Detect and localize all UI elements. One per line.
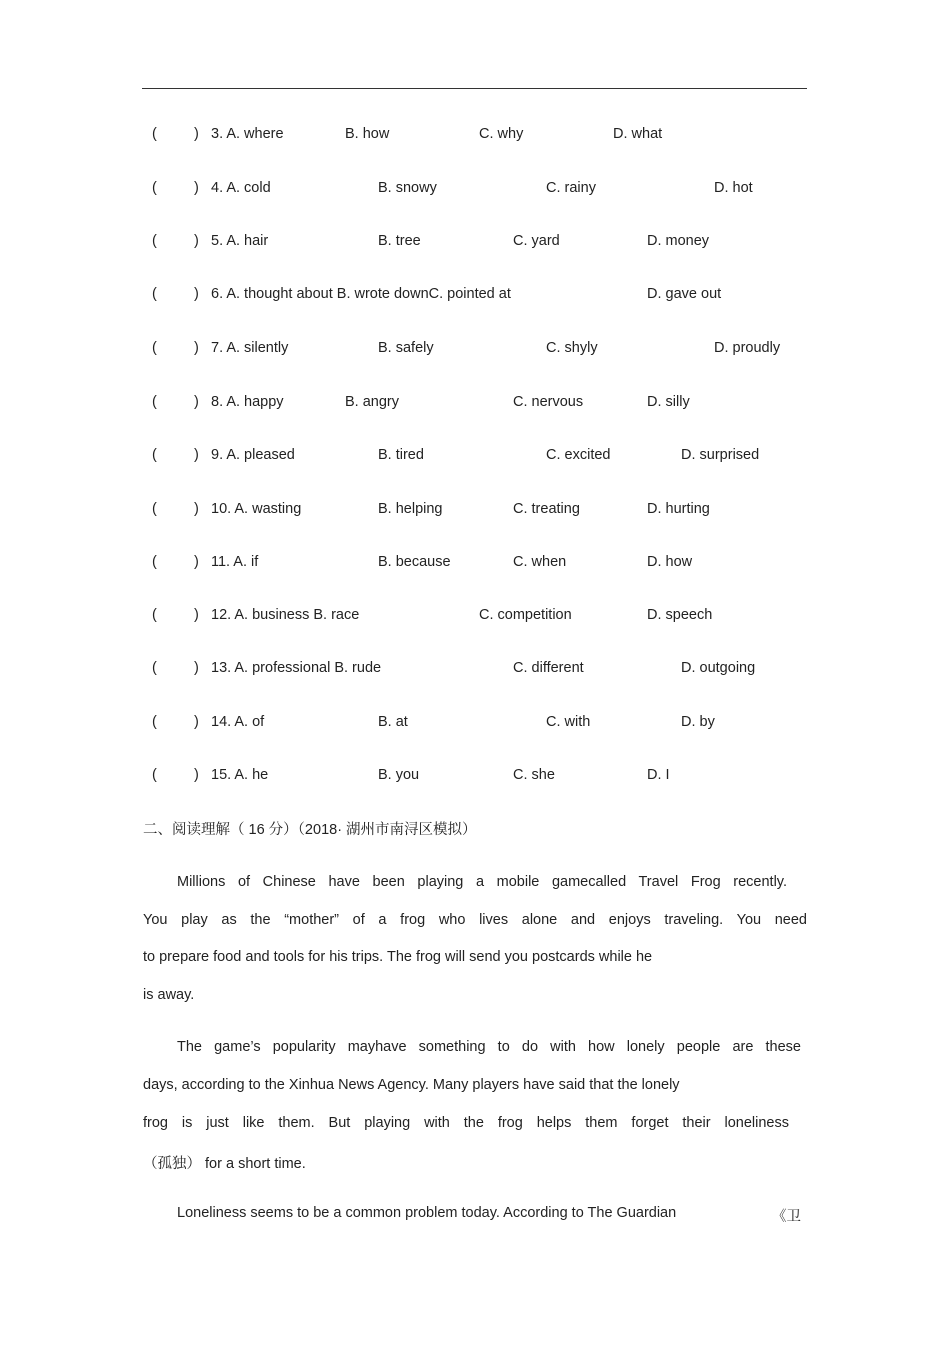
passage-line: frog is just like them. But playing with the frog helps them forget their loneliness: [143, 1115, 789, 1131]
answer-paren-close: ): [194, 714, 199, 730]
option-d: D. by: [681, 714, 715, 730]
option-d: D. outgoing: [681, 660, 756, 676]
question-row: [0, 126, 950, 148]
question-row: [0, 714, 950, 736]
answer-paren-close: ): [194, 554, 199, 570]
option-d: D. hurting: [647, 501, 710, 517]
question-row: [0, 554, 950, 576]
answer-paren-close: ): [194, 340, 199, 356]
question-number-option-a: 9. A. pleased: [211, 447, 295, 463]
question-number-option-a: 7. A. silently: [211, 340, 289, 356]
option-b: B. angry: [345, 394, 399, 410]
passage-line: Millions of Chinese have been playing a mobile gamecalled Travel Frog recently.: [177, 874, 787, 890]
answer-paren-open: (: [152, 767, 157, 783]
option-c: C. when: [513, 554, 567, 570]
passage-line: days, according to the Xinhua News Agency. Many players have said that the lonely: [143, 1077, 680, 1093]
option-d: D. surprised: [681, 447, 760, 463]
option-c: C. why: [479, 126, 524, 142]
answer-paren-open: (: [152, 180, 157, 196]
question-number-option-a: 10. A. wasting: [211, 501, 302, 517]
option-c: C. treating: [513, 501, 580, 517]
option-d: D. hot: [714, 180, 753, 196]
option-b: B. tree: [378, 233, 421, 249]
question-number-option-a: 8. A. happy: [211, 394, 284, 410]
option-c: C. shyly: [546, 340, 598, 356]
answer-paren-close: ): [194, 233, 199, 249]
answer-paren-open: (: [152, 714, 157, 730]
answer-paren-close: ): [194, 126, 199, 142]
answer-paren-open: (: [152, 233, 157, 249]
option-c: C. yard: [513, 233, 560, 249]
answer-paren-close: ): [194, 286, 199, 302]
answer-paren-close: ): [194, 501, 199, 517]
option-b: B. at: [378, 714, 408, 730]
option-d: D. proudly: [714, 340, 781, 356]
question-number-option-a: 4. A. cold: [211, 180, 271, 196]
option-d: D. gave out: [647, 286, 722, 302]
header-rule: [142, 88, 807, 89]
question-row: [0, 607, 950, 629]
answer-paren-close: ): [194, 660, 199, 676]
option-d: D. silly: [647, 394, 690, 410]
question-number-option-a: 15. A. he: [211, 767, 269, 783]
option-c: C. competition: [479, 607, 572, 623]
passage-line: （孤独） for a short time.: [143, 1156, 306, 1172]
question-row: [0, 447, 950, 469]
answer-paren-close: ): [194, 607, 199, 623]
option-c: C. with: [546, 714, 591, 730]
option-b: B. safely: [378, 340, 434, 356]
answer-paren-open: (: [152, 501, 157, 517]
question-row: [0, 340, 950, 362]
passage-line: to prepare food and tools for his trips. The frog will send you postcards while he: [143, 949, 653, 965]
option-c: C. rainy: [546, 180, 596, 196]
option-c: C. nervous: [513, 394, 584, 410]
question-number-option-a: 12. A. business B. race: [211, 607, 360, 623]
option-b: B. how: [345, 126, 390, 142]
question-row: [0, 180, 950, 202]
question-number-option-a: 11. A. if: [211, 554, 259, 570]
question-row: [0, 660, 950, 682]
answer-paren-close: ): [194, 767, 199, 783]
passage-line: Loneliness seems to be a common problem today. According to The Guardian: [177, 1205, 677, 1221]
option-b: B. you: [378, 767, 420, 783]
answer-paren-close: ): [194, 180, 199, 196]
question-row: [0, 233, 950, 255]
option-d: D. money: [647, 233, 710, 249]
question-row: [0, 394, 950, 416]
option-c: C. she: [513, 767, 555, 783]
answer-paren-open: (: [152, 660, 157, 676]
option-d: D. how: [647, 554, 693, 570]
question-row: [0, 501, 950, 523]
question-row: [0, 286, 950, 308]
answer-paren-open: (: [152, 286, 157, 302]
answer-paren-open: (: [152, 554, 157, 570]
passage-line-continuation: 《卫: [772, 1209, 801, 1225]
section-heading-reading: 二、阅读理解（ 16 分）（2018· 湖州市南浔区模拟）: [143, 822, 477, 838]
answer-paren-close: ): [194, 447, 199, 463]
option-d: D. speech: [647, 607, 713, 623]
option-c: C. different: [513, 660, 584, 676]
option-d: D. what: [613, 126, 663, 142]
answer-paren-open: (: [152, 340, 157, 356]
answer-paren-open: (: [152, 126, 157, 142]
question-row: [0, 767, 950, 789]
passage-line: The game’s popularity mayhave something to do with how lonely people are these: [177, 1039, 801, 1055]
option-b: B. snowy: [378, 180, 437, 196]
question-number-option-a: 5. A. hair: [211, 233, 269, 249]
question-number-option-a: 6. A. thought about B. wrote downC. pointed at: [211, 286, 511, 302]
option-b: B. tired: [378, 447, 424, 463]
answer-paren-close: ): [194, 394, 199, 410]
question-number-option-a: 3. A. where: [211, 126, 284, 142]
answer-paren-open: (: [152, 394, 157, 410]
option-d: D. I: [647, 767, 670, 783]
passage-line: is away.: [143, 987, 195, 1003]
question-number-option-a: 13. A. professional B. rude: [211, 660, 382, 676]
question-number-option-a: 14. A. of: [211, 714, 265, 730]
option-b: B. helping: [378, 501, 443, 517]
answer-paren-open: (: [152, 447, 157, 463]
option-c: C. excited: [546, 447, 611, 463]
answer-paren-open: (: [152, 607, 157, 623]
option-b: B. because: [378, 554, 451, 570]
passage-line: You play as the “mother” of a frog who lives alone and enjoys traveling. You need: [143, 912, 807, 928]
